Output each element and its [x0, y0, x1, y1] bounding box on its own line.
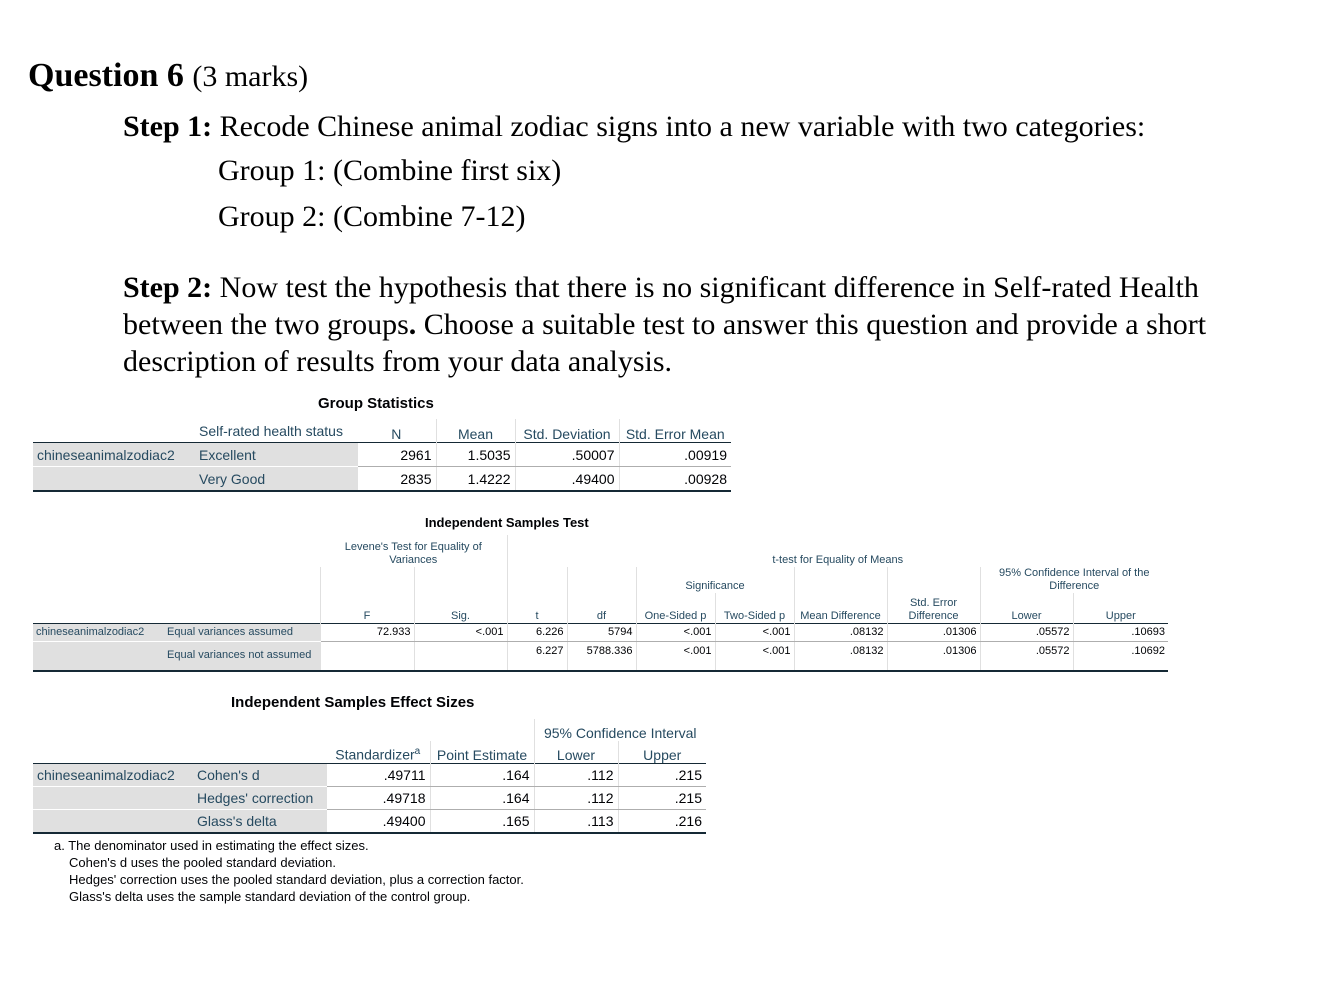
table-row: [33, 623, 1168, 641]
col-sig: Sig.: [414, 593, 507, 623]
footnote-line: Cohen's d uses the pooled standard deviation.: [69, 855, 337, 870]
cell-lower: .113: [534, 810, 618, 834]
cell-mean: 1.4222: [436, 467, 515, 492]
cell-point-estimate: .164: [430, 787, 534, 810]
col-standardizer-label: Standardizer: [335, 747, 415, 763]
table-row: [33, 810, 706, 834]
cell-lower: .05572: [980, 641, 1073, 671]
col-f: F: [320, 593, 414, 623]
question-title: [28, 57, 308, 95]
group-statistics-table: [33, 393, 735, 493]
cell-two-sided: <.001: [715, 641, 794, 671]
cell-two-sided: <.001: [715, 623, 794, 641]
footnote-line: Hedges' correction uses the pooled standard deviation, plus a correction factor.: [69, 872, 524, 887]
row-label: Cohen's d: [193, 764, 326, 787]
cell-one-sided: <.001: [636, 623, 715, 641]
footnote-line: a. The denominator used in estimating the effect sizes.: [54, 838, 369, 853]
row-label: Equal variances assumed: [164, 623, 320, 641]
cell-point-estimate: .165: [430, 810, 534, 834]
effect-sizes-footnotes: [54, 837, 524, 905]
row-variable-label: chineseanimalzodiac2: [33, 443, 195, 467]
cell-mean-difference: .08132: [794, 641, 887, 671]
header-n: N: [391, 426, 402, 442]
col-lower: Lower: [980, 593, 1073, 623]
col-standardizer-footnote: a: [414, 746, 421, 758]
cell-se: .00919: [619, 443, 731, 467]
table-row: [33, 443, 731, 467]
step2-label: Step 2:: [123, 271, 213, 304]
effect-sizes-table: [33, 693, 733, 835]
cell-one-sided: <.001: [636, 641, 715, 671]
group2-text: Group 2: (Combine 7-12): [218, 200, 526, 233]
cell-t: 6.227: [507, 641, 567, 671]
step1-label: Step 1:: [123, 110, 213, 143]
cell-lower: .05572: [980, 623, 1073, 641]
cell-standardizer: .49718: [326, 787, 430, 810]
col-lower: Lower: [534, 741, 618, 764]
row-label: Hedges' correction: [193, 787, 326, 810]
table-row: [33, 641, 1168, 671]
col-point-estimate: Point Estimate: [430, 741, 534, 764]
effect-ci-header: 95% Confidence Interval: [534, 719, 706, 741]
cell-f: [320, 641, 414, 671]
cell-standardizer: .49711: [326, 764, 430, 787]
footnote-line: Glass's delta uses the sample standard deviation of the control group.: [69, 889, 471, 904]
row-variable-label: chineseanimalzodiac2: [33, 623, 164, 641]
group-statistics-title: Group Statistics: [318, 395, 434, 412]
cell-sig: [414, 641, 507, 671]
step2-paragraph: [123, 269, 1233, 380]
header-std-error-mean: Std. Error Mean: [619, 419, 731, 443]
col-upper: Upper: [1073, 593, 1168, 623]
cell-std-error-difference: .01306: [887, 641, 980, 671]
header-mean: Mean: [436, 419, 515, 443]
cell-mean-difference: .08132: [794, 623, 887, 641]
group1-text: Group 1: (Combine first six): [218, 154, 562, 187]
row-variable-label: chineseanimalzodiac2: [33, 764, 193, 787]
col-t: t: [507, 593, 567, 623]
cell-df: 5794: [567, 623, 636, 641]
effect-sizes-title: Independent Samples Effect Sizes: [231, 694, 475, 711]
cell-upper: .216: [618, 810, 706, 834]
table-row: [33, 764, 706, 787]
cell-se: .00928: [619, 467, 731, 492]
table-row: [33, 467, 731, 492]
table-row: [33, 787, 706, 810]
step2-dot: .: [408, 308, 417, 341]
header-std-deviation: Std. Deviation: [515, 419, 619, 443]
step1-text: Recode Chinese animal zodiac signs into a new variable with two categories:: [219, 110, 1146, 143]
cell-n: 2835: [357, 467, 436, 492]
cell-std-error-difference: .01306: [887, 623, 980, 641]
question-number: Question 6: [28, 57, 184, 94]
col-upper: Upper: [618, 741, 706, 764]
cell-upper: .215: [618, 764, 706, 787]
col-one-sided: One-Sided p: [636, 593, 715, 623]
cell-standardizer: .49400: [326, 810, 430, 834]
col-standardizer: [326, 741, 430, 764]
cell-lower: .112: [534, 787, 618, 810]
row-label: Glass's delta: [193, 810, 326, 834]
cell-upper: .215: [618, 787, 706, 810]
question-marks: (3 marks): [192, 60, 309, 93]
col-df: df: [567, 593, 636, 623]
step2-text-b: Choose a suitable test to answer this question and provide a short description of results from your data analysis.: [123, 308, 1207, 378]
cell-upper: .10693: [1073, 623, 1168, 641]
cell-sd: .49400: [515, 467, 619, 492]
ttest-header: t-test for Equality of Means: [507, 535, 1168, 567]
independent-samples-test-table: [33, 513, 1168, 675]
cell-upper: .10692: [1073, 641, 1168, 671]
cell-sig: <.001: [414, 623, 507, 641]
header-self-rated: Self-rated health status: [199, 422, 343, 439]
row-group-label: Excellent: [195, 443, 357, 467]
cell-n: 2961: [357, 443, 436, 467]
cell-f: 72.933: [320, 623, 414, 641]
cell-mean: 1.5035: [436, 443, 515, 467]
cell-lower: .112: [534, 764, 618, 787]
row-label: Equal variances not assumed: [164, 641, 320, 671]
col-two-sided: Two-Sided p: [715, 593, 794, 623]
cell-point-estimate: .164: [430, 764, 534, 787]
cell-t: 6.226: [507, 623, 567, 641]
col-std-error-difference: Std. Error Difference: [887, 593, 980, 623]
significance-header: Significance: [636, 567, 794, 593]
step2-text-a: Now test the hypothesis that there is no significant difference in Self-rated Health between the two groups: [123, 271, 1199, 341]
row-group-label: Very Good: [195, 467, 357, 492]
cell-sd: .50007: [515, 443, 619, 467]
step1-paragraph: [123, 108, 1145, 145]
levene-header: Levene's Test for Equality of Variances: [344, 541, 482, 566]
col-mean-difference: Mean Difference: [794, 593, 887, 623]
cell-df: 5788.336: [567, 641, 636, 671]
independent-samples-test-title: Independent Samples Test: [425, 515, 589, 530]
ci-header: 95% Confidence Interval of the Difference: [980, 567, 1168, 593]
